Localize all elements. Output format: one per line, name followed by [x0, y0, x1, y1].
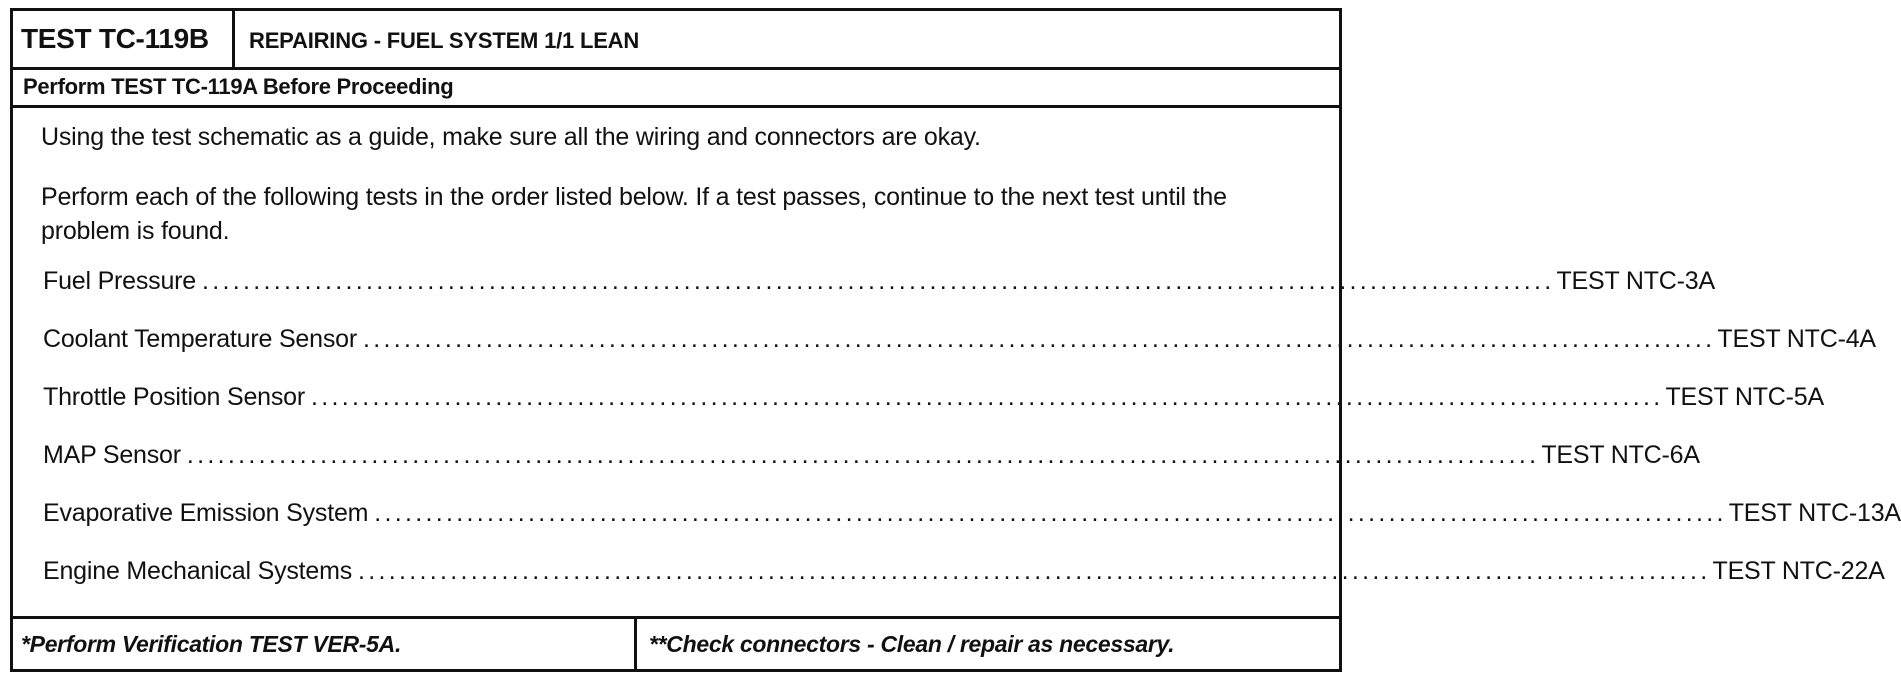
leader-dots: .................................................................................................................................... [358, 557, 1711, 585]
verification-note: *Perform Verification TEST VER-5A. [13, 619, 637, 669]
test-item-label: Throttle Position Sensor [43, 383, 305, 411]
leader-dots: .................................................................................................................................... [362, 325, 1716, 353]
test-list-item [43, 496, 1901, 530]
leader-dots: .................................................................................................................................... [202, 267, 1555, 295]
header-row [13, 11, 1339, 70]
test-item-label: Fuel Pressure [43, 267, 197, 295]
leader-dots: .................................................................................................................................... [374, 499, 1727, 527]
leader-dots: .................................................................................................................................... [311, 383, 1664, 411]
test-item-label: Engine Mechanical Systems [43, 557, 353, 585]
test-list-item [43, 380, 1824, 414]
test-item-reference: TEST NTC-22A [1712, 557, 1885, 585]
test-item-label: Evaporative Emission System [43, 499, 369, 527]
test-item-reference: TEST NTC-3A [1556, 267, 1715, 295]
test-title: REPAIRING - FUEL SYSTEM 1/1 LEAN [249, 28, 640, 53]
instruction-paragraph-1: Using the test schematic as a guide, make sure all the wiring and connectors are okay. [41, 123, 981, 151]
test-item-reference: TEST NTC-5A [1665, 383, 1824, 411]
prerequisite-note: Perform TEST TC-119A Before Proceeding [13, 70, 1339, 108]
test-item-reference: TEST NTC-6A [1541, 441, 1700, 469]
procedure-body [13, 108, 1901, 619]
test-list-item [43, 264, 1715, 298]
test-list-item [43, 554, 1885, 588]
connector-note: **Check connectors - Clean / repair as necessary. [649, 631, 1175, 657]
test-list-item [43, 322, 1876, 356]
test-item-reference: TEST NTC-13A [1728, 499, 1901, 527]
test-list-item [43, 438, 1700, 472]
test-id: TEST TC-119B [13, 11, 235, 70]
leader-dots: .................................................................................................................................... [186, 441, 1540, 469]
test-item-label: MAP Sensor [43, 441, 181, 469]
test-item-reference: TEST NTC-4A [1717, 325, 1876, 353]
test-procedure-sheet [10, 8, 1901, 672]
footer-row [13, 619, 1339, 669]
test-item-label: Coolant Temperature Sensor [43, 325, 357, 353]
instruction-paragraph-2: Perform each of the following tests in the order listed below. If a test passes, continue to the next test until the problem is found. [41, 183, 1227, 245]
